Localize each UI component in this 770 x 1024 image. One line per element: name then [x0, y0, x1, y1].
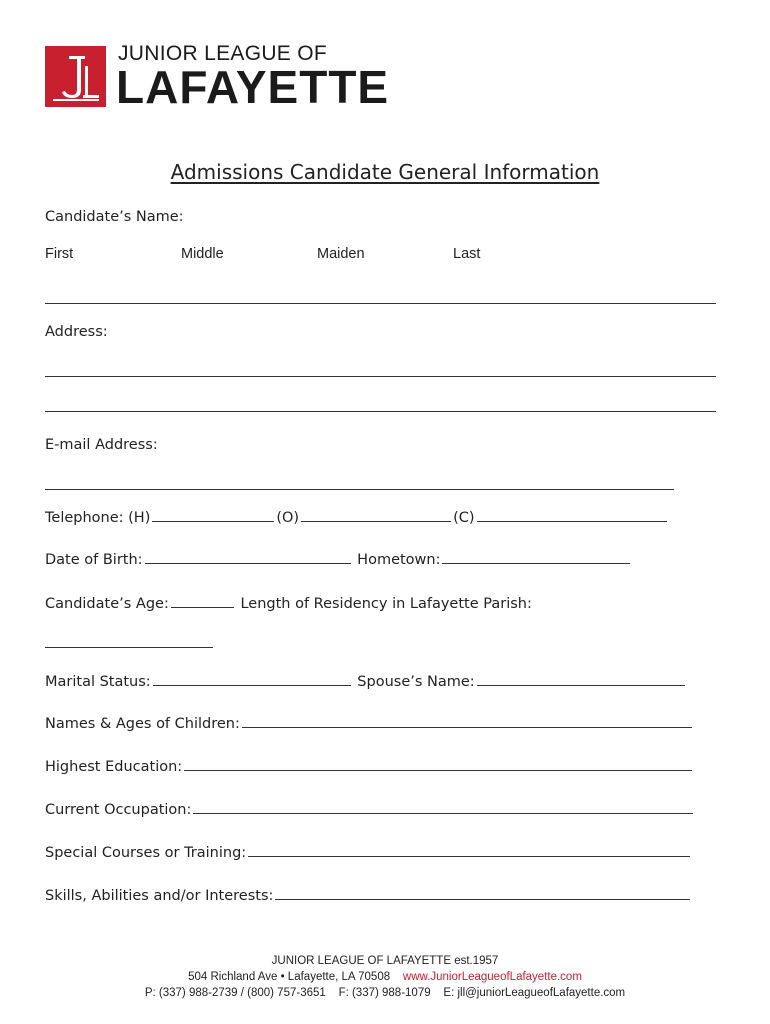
courses-label: Special Courses or Training: — [45, 845, 247, 861]
hometown-label: Hometown: — [357, 552, 441, 568]
address-line-2[interactable] — [45, 411, 716, 412]
telephone-row — [45, 509, 669, 526]
occupation-field[interactable] — [193, 801, 693, 814]
footer-address: 504 Richland Ave • Lafayette, LA 70508 — [188, 971, 391, 983]
education-row — [45, 758, 694, 775]
telephone-home-label: Telephone: (H) — [45, 510, 151, 526]
age-field[interactable] — [171, 595, 234, 608]
footer-fax: F: (337) 988-1079 — [338, 987, 431, 999]
spouse-label: Spouse’s Name: — [357, 674, 475, 690]
courses-field[interactable] — [248, 844, 690, 857]
footer-contact-row — [0, 987, 770, 999]
footer-address-row — [0, 971, 770, 983]
children-field[interactable] — [242, 715, 692, 728]
footer-email[interactable]: E: jll@juniorLeagueofLafayette.com — [443, 987, 626, 999]
marital-row — [45, 673, 687, 690]
name-maiden-label: Maiden — [317, 246, 365, 262]
logo-text-small: JUNIOR LEAGUE OF — [118, 42, 327, 65]
footer-phone: P: (337) 988-2739 / (800) 757-3651 — [144, 987, 326, 999]
address-line-1[interactable] — [45, 376, 716, 377]
residency-line[interactable] — [45, 647, 213, 648]
occupation-label: Current Occupation: — [45, 802, 192, 818]
telephone-home-field[interactable] — [152, 509, 274, 522]
education-field[interactable] — [184, 758, 692, 771]
form-title: Admissions Candidate General Information — [170, 160, 600, 184]
residency-label: Length of Residency in Lafayette Parish: — [240, 596, 532, 612]
dob-field[interactable] — [145, 551, 351, 564]
logo-mark — [45, 46, 106, 107]
marital-field[interactable] — [153, 673, 351, 686]
courses-row — [45, 844, 692, 861]
skills-field[interactable] — [275, 887, 690, 900]
age-label: Candidate’s Age: — [45, 596, 169, 612]
footer-org: JUNIOR LEAGUE OF LAFAYETTE est.1957 — [271, 955, 499, 967]
dob-row — [45, 551, 632, 568]
skills-row — [45, 887, 692, 904]
dob-label: Date of Birth: — [45, 552, 143, 568]
logo-text-large: LAFAYETTE — [116, 61, 390, 113]
age-row — [45, 595, 532, 612]
telephone-cell-field[interactable] — [477, 509, 667, 522]
telephone-cell-label: (C) — [453, 510, 475, 526]
spouse-field[interactable] — [477, 673, 685, 686]
marital-label: Marital Status: — [45, 674, 151, 690]
telephone-office-field[interactable] — [301, 509, 451, 522]
jl-monogram-icon — [45, 46, 106, 107]
telephone-office-label: (O) — [276, 510, 300, 526]
education-label: Highest Education: — [45, 759, 183, 775]
name-line[interactable] — [45, 303, 716, 304]
children-row — [45, 715, 694, 732]
candidate-name-label: Candidate’s Name: — [45, 209, 184, 225]
address-label: Address: — [45, 324, 108, 340]
footer-website-link[interactable]: www.JuniorLeagueofLafayette.com — [402, 971, 582, 983]
skills-label: Skills, Abilities and/or Interests: — [45, 888, 274, 904]
occupation-row — [45, 801, 695, 818]
children-label: Names & Ages of Children: — [45, 716, 240, 732]
name-first-label: First — [45, 246, 74, 262]
name-middle-label: Middle — [181, 246, 224, 262]
email-line[interactable] — [45, 489, 674, 490]
hometown-field[interactable] — [442, 551, 630, 564]
email-label: E-mail Address: — [45, 437, 158, 453]
name-last-label: Last — [453, 246, 481, 262]
